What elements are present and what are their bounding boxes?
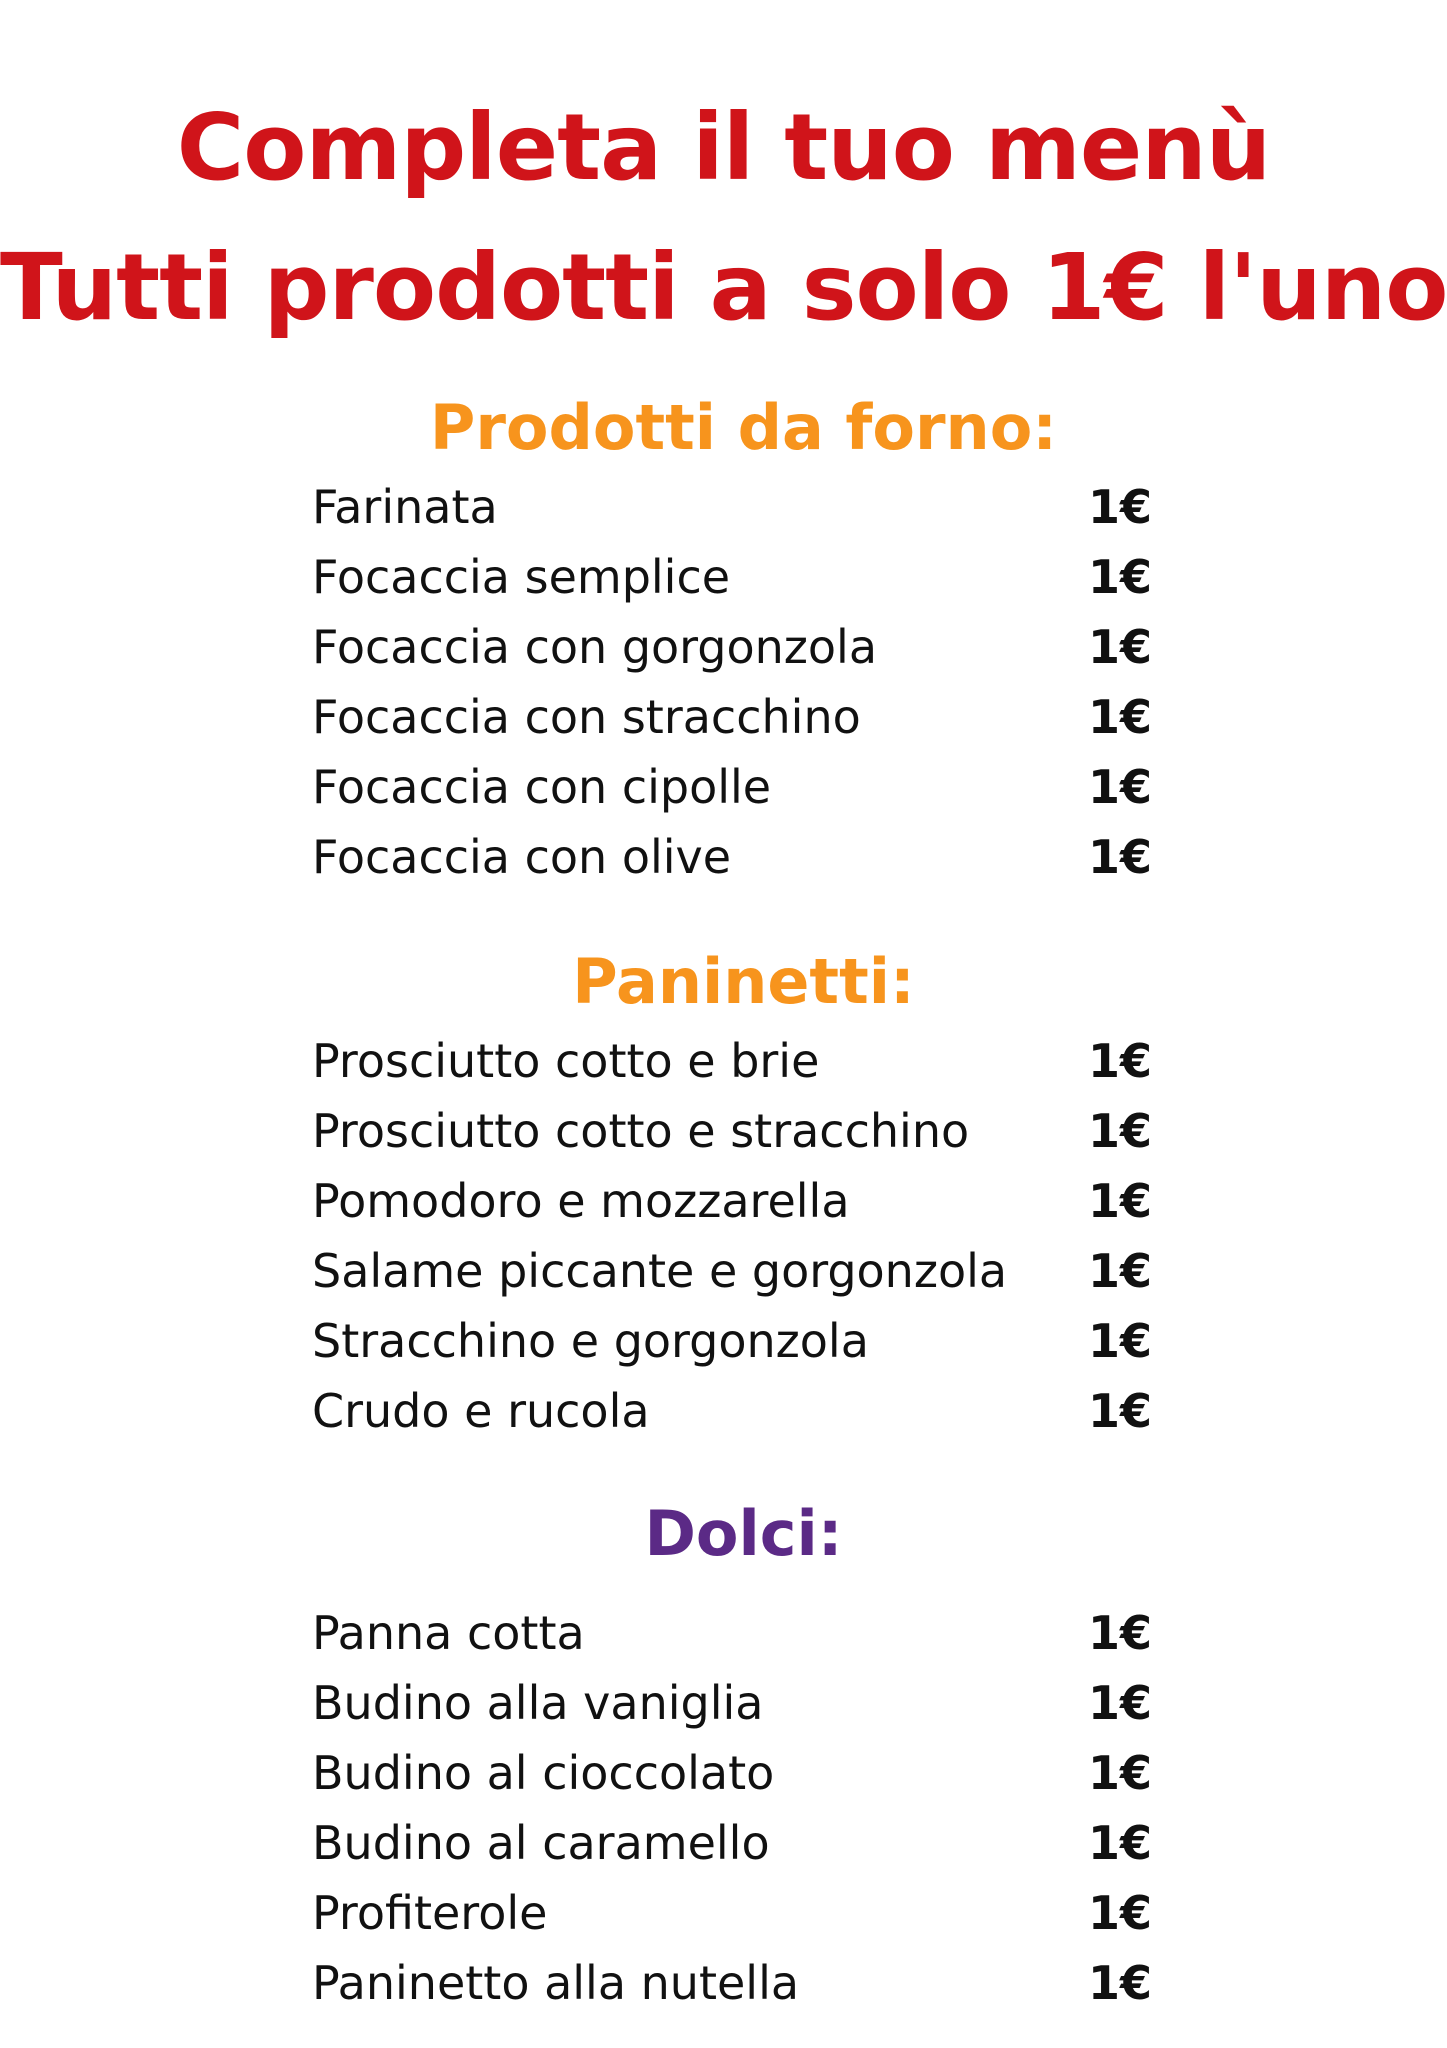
list-item <box>312 1738 1153 1808</box>
list-item <box>312 612 1153 682</box>
item-price: 1€ <box>1088 1244 1153 1298</box>
list-item <box>312 1376 1153 1446</box>
item-name: Budino al cioccolato <box>312 1746 775 1800</box>
item-name: Pomodoro e mozzarella <box>312 1174 850 1228</box>
item-price: 1€ <box>1088 1314 1153 1368</box>
item-list <box>312 1026 1153 1446</box>
item-name: Focaccia con cipolle <box>312 760 772 814</box>
section-paninetti <box>0 942 1447 1446</box>
item-price: 1€ <box>1088 1816 1153 1870</box>
item-list <box>312 472 1153 892</box>
item-price: 1€ <box>1088 550 1153 604</box>
item-price: 1€ <box>1088 760 1153 814</box>
list-item <box>312 1166 1153 1236</box>
item-price: 1€ <box>1088 1956 1153 2010</box>
list-item <box>312 1306 1153 1376</box>
list-item <box>312 752 1153 822</box>
item-name: Salame piccante e gorgonzola <box>312 1244 1008 1298</box>
item-price: 1€ <box>1088 480 1153 534</box>
section-heading: Prodotti da forno: <box>429 391 1058 464</box>
item-price: 1€ <box>1088 1034 1153 1088</box>
item-name: Budino alla vaniglia <box>312 1676 764 1730</box>
section-prodotti-da-forno <box>0 388 1447 892</box>
section-heading: Paninetti: <box>572 945 915 1018</box>
list-item <box>312 1808 1153 1878</box>
section-heading: Dolci: <box>644 1497 843 1570</box>
list-item <box>312 1096 1153 1166</box>
list-item <box>312 542 1153 612</box>
item-price: 1€ <box>1088 1746 1153 1800</box>
item-name: Crudo e rucola <box>312 1384 650 1438</box>
list-item <box>312 1598 1153 1668</box>
item-price: 1€ <box>1088 1104 1153 1158</box>
item-name: Focaccia con stracchino <box>312 690 861 744</box>
item-name: Budino al caramello <box>312 1816 770 1870</box>
item-name: Panna cotta <box>312 1606 585 1660</box>
item-name: Stracchino e gorgonzola <box>312 1314 869 1368</box>
list-item <box>312 1026 1153 1096</box>
item-price: 1€ <box>1088 830 1153 884</box>
item-name: Focaccia con olive <box>312 830 732 884</box>
list-item <box>312 472 1153 542</box>
item-name: Prosciutto cotto e stracchino <box>312 1104 970 1158</box>
item-name: Farinata <box>312 480 498 534</box>
list-item <box>312 1948 1153 2018</box>
item-name: Focaccia con gorgonzola <box>312 620 878 674</box>
item-price: 1€ <box>1088 1606 1153 1660</box>
item-price: 1€ <box>1088 1676 1153 1730</box>
list-item <box>312 1236 1153 1306</box>
item-price: 1€ <box>1088 690 1153 744</box>
item-price: 1€ <box>1088 620 1153 674</box>
item-price: 1€ <box>1088 1886 1153 1940</box>
item-name: Focaccia semplice <box>312 550 731 604</box>
title-line-1: Completa il tuo menù <box>176 94 1271 201</box>
list-item <box>312 1878 1153 1948</box>
list-item <box>312 682 1153 752</box>
item-price: 1€ <box>1088 1174 1153 1228</box>
list-item <box>312 1668 1153 1738</box>
section-dolci <box>0 1494 1447 2018</box>
title-line-2: Tutti prodotti a solo 1€ l'uno <box>0 234 1447 341</box>
item-name: Paninetto alla nutella <box>312 1956 800 2010</box>
item-name: Prosciutto cotto e brie <box>312 1034 820 1088</box>
item-list <box>312 1598 1153 2018</box>
item-name: Profiterole <box>312 1886 548 1940</box>
menu-title <box>0 78 1447 358</box>
item-price: 1€ <box>1088 1384 1153 1438</box>
list-item <box>312 822 1153 892</box>
